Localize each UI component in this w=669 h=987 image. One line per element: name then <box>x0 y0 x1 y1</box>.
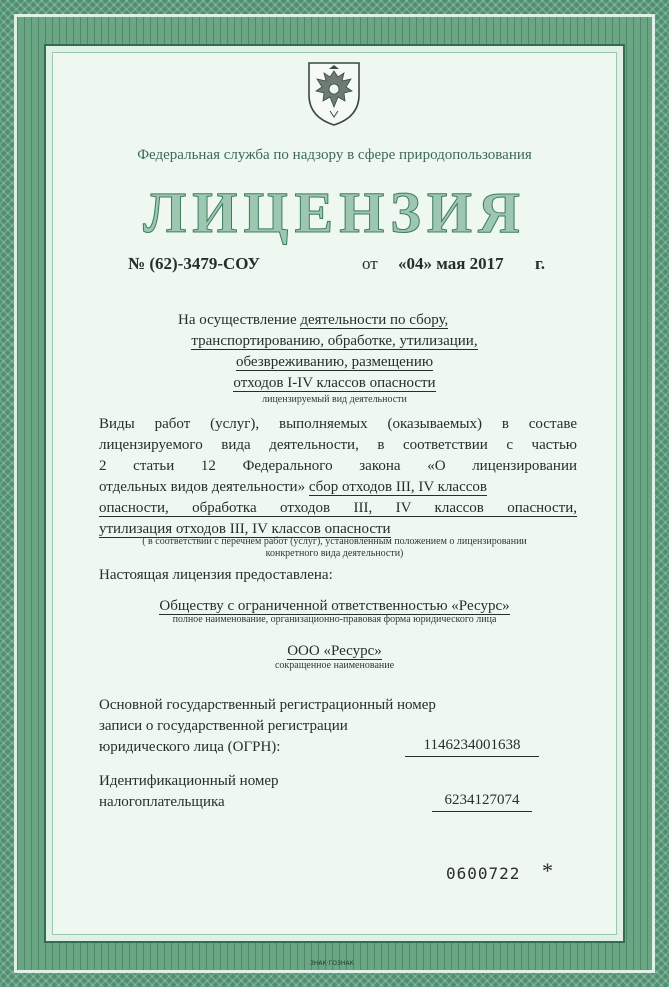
organization-full-name: Обществу с ограниченной ответственностью «Ресурс» <box>159 598 510 614</box>
granted-label: Настоящая лицензия предоставлена: <box>99 567 333 583</box>
date-prefix: от <box>362 254 378 273</box>
organization-full-caption: полное наименование, организационно-правовая форма юридического лица <box>172 614 497 625</box>
license-number: № (62)-3479-СОУ <box>128 254 260 273</box>
license-date: «04» мая 2017 <box>398 254 504 273</box>
works-line-3: 2 статьи 12 Федерального закона «О лицензировании <box>99 458 577 474</box>
works-line-4a: отдельных видов деятельности» <box>99 479 306 495</box>
organization-short-name: ООО «Ресурс» <box>287 643 382 659</box>
form-serial-number: 0600722 <box>446 864 521 883</box>
activity-line-3: обезвреживанию, размещению <box>235 354 434 370</box>
ogrn-label-2: записи о государственной регистрации <box>99 718 348 734</box>
works-line-4b: сбор отходов III, IV классов <box>308 479 487 495</box>
works-caption-2: конкретного вида деятельности) <box>265 548 404 559</box>
works-line-2: лицензируемого вида деятельности, в соответствии с частью <box>99 437 577 453</box>
inn-label-1: Идентификационный номер <box>99 773 279 789</box>
activity-caption: лицензируемый вид деятельности <box>262 394 407 405</box>
inn-value: 6234127074 <box>432 790 532 812</box>
organization-short-caption: сокращенное наименование <box>274 660 395 671</box>
serial-star-mark: * <box>542 858 553 883</box>
printer-mark: ЗНАК·ГОЗНАК <box>310 960 354 967</box>
activity-line-1: деятельности по сбору, <box>300 312 449 328</box>
activity-line-2: транспортированию, обработке, утилизации, <box>191 333 478 349</box>
issuing-agency: Федеральная служба по надзору в сфере природопользования <box>137 147 532 163</box>
inn-label-2: налогоплательщика <box>99 794 225 810</box>
works-line-5: опасности, обработка отходов III, IV классов опасности, <box>99 500 577 516</box>
ogrn-value: 1146234001638 <box>405 735 539 757</box>
date-suffix: г. <box>535 254 546 273</box>
activity-prefix: На осуществление <box>178 312 297 328</box>
works-line-1: Виды работ (услуг), выполняемых (оказываемых) в составе <box>99 416 577 432</box>
activity-line-4: отходов I-IV классов опасности <box>233 375 436 391</box>
ogrn-label-3: юридического лица (ОГРН): <box>99 739 281 755</box>
ogrn-label-1: Основной государственный регистрационный номер <box>99 697 436 713</box>
document-title: ЛИЦЕНЗИЯ <box>143 180 526 245</box>
coat-of-arms-emblem <box>303 55 365 127</box>
works-caption-1: ( в соответствии с перечнем работ (услуг), установленным положением о лицензировании <box>142 536 527 547</box>
works-line-6: утилизация отходов III, IV классов опасности <box>99 521 391 537</box>
